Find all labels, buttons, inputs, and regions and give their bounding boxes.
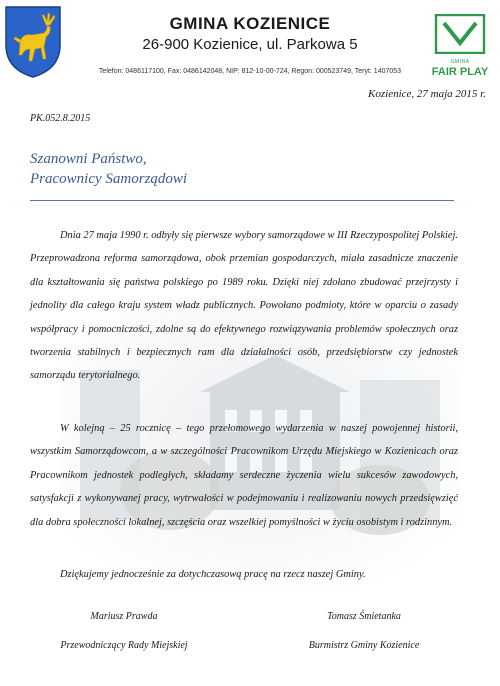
fair-play-logo-gmina: GMINA [450,59,470,65]
signature-left-title: Przewodniczący Rady Miejskiej [60,640,188,651]
letterhead [0,0,500,90]
signature-right-title: Burmistrz Gminy Kozienice [308,640,420,651]
salutation-line-1: Szanowni Państwo, [30,151,147,167]
fair-play-logo-icon [434,14,486,54]
divider [30,200,454,201]
signature-right-name: Tomasz Śmietanka [327,611,401,622]
contact-details: Telefon: 0486117100, Fax: 0486142048, NIP: 812-10-00-724, Regon: 000523749, Teryt: 1407053 [98,68,402,75]
municipality-name: GMINA KOZIENICE [169,14,331,33]
body-paragraph-3: Dziękujemy jednocześnie za dotychczasową pracę na rzecz naszej Gminy. [60,569,366,580]
signature-left-name: Mariusz Prawda [90,611,158,622]
letter-date: Kozienice, 27 maja 2015 r. [368,88,486,100]
body-paragraph-2: W kolejną – 25 rocznicę – tego przełomowego wydarzenia w naszej powojennej historii, wszystkim Samorządowcom, a w szczególności Pracownikom Urzędu Miejskiego w Kozienicach oraz Pracownikom jednostek podległych, składamy serdeczne życzenia wielu sukcesów zawodowych, satysfakcji z wykonywanej pracy, wytrwałości w podejmowaniu i realizowaniu nowych przedsięwzięć dla dobra społeczności lokalnej, szczęścia oraz wszelkiej pomyślności w życiu osobistym i rodzinnym. [30,423,458,528]
fair-play-logo-text: FAIR PLAY [431,66,489,78]
municipality-address: 26-900 Kozienice, ul. Parkowa 5 [142,36,358,53]
salutation [30,149,187,189]
salutation-line-2: Pracownicy Samorządowi [30,171,188,187]
reference-number: PK.052.8.2015 [30,113,91,124]
body-paragraph-1: Dnia 27 maja 1990 r. odbyły się pierwsze wybory samorządowe w III Rzeczypospolitej Polskiej. Przeprowadzona reforma samorządowa, obok przemian gospodarczych, miała zasadnicze znaczenie dla kształtowania się państwa polskiego po 1989 roku. Dzięki niej zdołano zbudować przejrzysty i jednolity dla całego kraju system władz publicznych. Powołano podmioty, które w oparciu o zasady współpracy i pomocniczości, zdolne są do efektywnego rozwiązywania problemów społecznych oraz tworzenia stabilnych i bezpiecznych ram dla działalności osób, przedsiębiorstw czy jednostek samorządu terytorialnego. [30,230,458,382]
